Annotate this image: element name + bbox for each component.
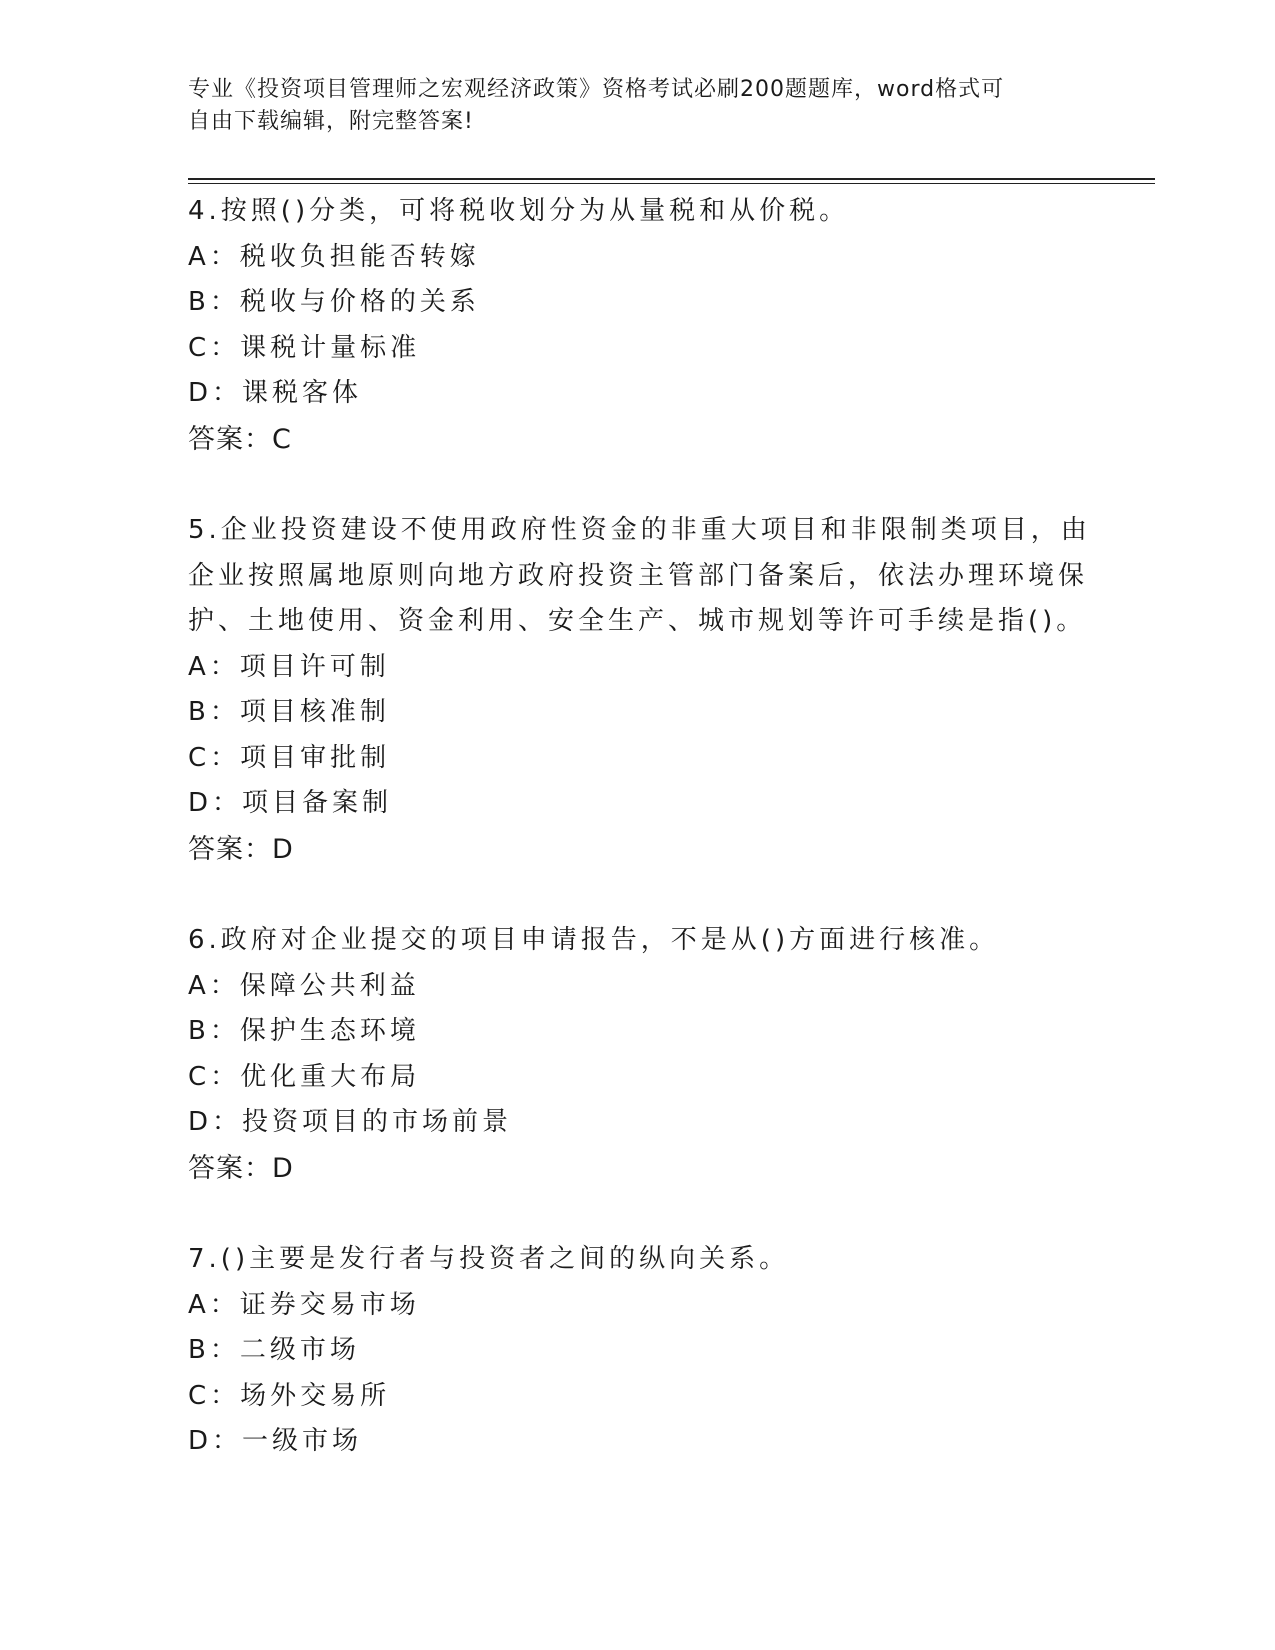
question-stem: 5.企业投资建设不使用政府性资金的非重大项目和非限制类项目，由 [188, 515, 1091, 545]
answer-option: C：优化重大布局 [188, 1061, 421, 1092]
question-stem: 企业按照属地原则向地方政府投资主管部门备案后，依法办理环境保 [188, 560, 1089, 591]
answer-option: C：场外交易所 [188, 1380, 391, 1411]
answer-option: D：项目备案制 [188, 788, 393, 818]
header-line-2: 自由下载编辑，附完整答案! [188, 109, 474, 134]
answer-option: B：税收与价格的关系 [188, 287, 480, 317]
answer-option: A：税收负担能否转嫁 [188, 241, 480, 272]
question-stem: 护、土地使用、资金利用、安全生产、城市规划等许可手续是指()。 [188, 606, 1087, 636]
answer-option: C：课税计量标准 [188, 332, 421, 363]
document-header [188, 74, 1068, 138]
answer-key: 答案：D [188, 1152, 294, 1184]
header-line-1: 专业《投资项目管理师之宏观经济政策》资格考试必刷200题题库，word格式可 [188, 77, 1005, 102]
question-block [188, 189, 1088, 462]
question-list [188, 189, 1091, 1511]
question-block [188, 508, 1091, 872]
answer-option: A：证券交易市场 [188, 1289, 420, 1320]
header-rule-thick [188, 178, 1155, 180]
answer-option: B：二级市场 [188, 1335, 360, 1365]
answer-option: B：项目核准制 [188, 697, 390, 727]
answer-option: D：课税客体 [188, 378, 363, 408]
answer-key: 答案：D [188, 833, 294, 865]
answer-option: A：项目许可制 [188, 651, 390, 682]
answer-option: C：项目审批制 [188, 742, 391, 773]
question-stem: 6.政府对企业提交的项目申请报告，不是从()方面进行核准。 [188, 925, 1000, 955]
answer-option: A：保障公共利益 [188, 970, 420, 1001]
header-rule-thin [188, 183, 1155, 184]
question-stem: 7.()主要是发行者与投资者之间的纵向关系。 [188, 1244, 790, 1274]
answer-option: D：投资项目的市场前景 [188, 1107, 513, 1137]
question-stem: 4.按照()分类，可将税收划分为从量税和从价税。 [188, 196, 850, 226]
answer-key: 答案：C [188, 423, 292, 455]
question-block [188, 918, 1088, 1191]
answer-option: B：保护生态环境 [188, 1016, 420, 1046]
answer-option: D：一级市场 [188, 1426, 363, 1456]
question-block [188, 1237, 1088, 1465]
